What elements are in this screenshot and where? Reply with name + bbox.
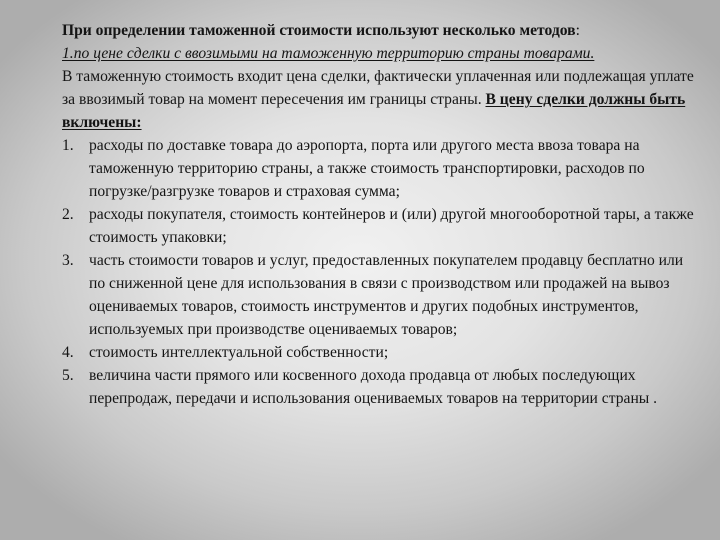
slide-text-body — [62, 19, 702, 410]
list-item-number: 2. — [62, 206, 74, 223]
list-item-text: стоимость интеллектуальной собственности; — [89, 344, 389, 361]
intro-paragraph — [62, 65, 702, 134]
list-item — [62, 134, 702, 203]
list-item-number: 5. — [62, 367, 74, 384]
list-item-text: величина части прямого или косвенного дохода продавца от любых последующих перепродаж, передачи и использования оцениваемых товаров на территории страны . — [89, 367, 658, 407]
list-item-text: часть стоимости товаров и услуг, предоставленных покупателем продавцу бесплатно или по сниженной цене для использования в связи с производством или продажей на вывоз оцениваемых товаров, стоимость инструментов и других подобных инструментов, используемых при производстве оцениваемых товаров; — [89, 252, 684, 338]
list-item-number: 4. — [62, 344, 74, 361]
method-1-subheading: 1.по цене сделки с ввозимыми на таможенную территорию страны товарами. — [62, 45, 595, 62]
included-costs-list — [62, 134, 702, 410]
list-item-text: расходы по доставке товара до аэропорта, порта или другого места ввоза товара на таможенную территорию страны, а также стоимость транспортировки, расходов по погрузке/разгрузке товаров и страховая сумма; — [89, 137, 645, 200]
heading-bold-text: При определении таможенной стоимости используют несколько методов — [62, 22, 576, 39]
list-item — [62, 341, 702, 364]
list-item — [62, 249, 702, 341]
list-item-text: расходы покупателя, стоимость контейнеров и (или) другой многооборотной тары, а также стоимость упаковки; — [89, 206, 694, 246]
list-item — [62, 364, 702, 410]
slide-heading — [62, 19, 702, 42]
heading-colon: : — [575, 22, 580, 39]
intro-text: В таможенную стоимость входит цена сделки, фактически уплаченная или подлежащая уплате за ввозимый товар на момент пересечения им границы страны. — [62, 68, 694, 108]
list-item — [62, 203, 702, 249]
included-in-price-emphasis: В цену сделки должны быть включены: — [62, 91, 686, 131]
list-item-number: 3. — [62, 252, 74, 269]
list-item-number: 1. — [62, 137, 74, 154]
